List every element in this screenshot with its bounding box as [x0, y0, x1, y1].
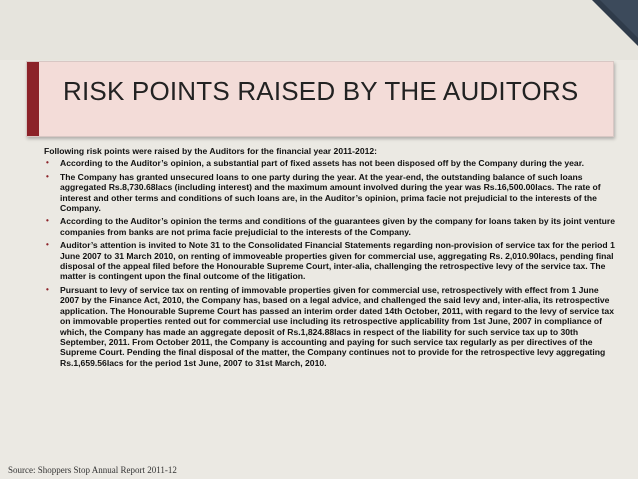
list-item	[44, 216, 616, 237]
title-accent-bar	[27, 62, 39, 136]
risk-point-text: Auditor’s attention is invited to Note 31 to the Consolidated Financial Statements regarding non-provision of service tax for the period 1 June 2007 to 31 March 2010, on renting of immoveable properties given for commercial use, aggregating Rs. 2,010.90lacs, pending final disposal of the appeal filed before the Honourable Supreme Court, inter-alia, challenging the retrospective levy of the service tax. The matter is contingent upon the final outcome of the litigation.	[60, 240, 615, 282]
bullet-icon: •	[46, 284, 49, 294]
bullet-icon: •	[46, 171, 49, 181]
source-caption: Source: Shoppers Stop Annual Report 2011-12	[8, 465, 177, 475]
risk-point-text: According to the Auditor’s opinion, a substantial part of fixed assets has not been disposed off by the Company during the year.	[60, 158, 584, 169]
slide-header-background	[0, 0, 638, 60]
corner-decoration-inner	[600, 0, 638, 38]
bullet-icon: •	[46, 240, 49, 250]
list-item	[44, 158, 616, 168]
risk-point-text: The Company has granted unsecured loans to one party during the year. At the year-end, the outstanding balance of such loans aggregated Rs.8,730.68lacs (including interest) and the maximum amount involved during the year was Rs.16,500.00lacs. The rate of interest and other terms and conditions of such loans are, in the Auditor’s opinion, prima facie not prejudicial to the interests of the Company.	[60, 171, 601, 214]
risk-points-list	[44, 158, 616, 368]
slide-title: RISK POINTS RAISED BY THE AUDITORS	[63, 76, 579, 106]
bullet-icon: •	[46, 158, 49, 168]
slide-content	[44, 146, 616, 371]
list-item	[44, 285, 616, 368]
intro-text: Following risk points were raised by the Auditors for the financial year 2011-2012:	[44, 146, 378, 156]
list-item	[44, 172, 616, 214]
risk-point-text: According to the Auditor’s opinion the terms and conditions of the guarantees given by the company for loans taken by its joint venture companies from banks are not prima facie prejudicial to the interests of the Company.	[60, 216, 615, 237]
risk-point-text: Pursuant to levy of service tax on renting of immovable properties given for commercial use, retrospectively with effect from 1 June 2007 by the Finance Act, 2010, the Company has, based on a legal advice, and challenged the said levy and, inter-alia, its retrospective application. The Honourable Supreme Court has passed an interim order dated 14th October, 2011, with regard to the levy of service tax on immovable properties rented out for commercial use including its retrospective applicability from 1st June, 2007 in compliance of which, the Company has made an aggregate deposit of Rs.1,824.88lacs in respect of the liability for such service tax up to 30th September, 2011. From October 2011, the Company is accounting and paying for such service tax regularly as per directives of the Supreme Court. Pending the final disposal of the matter, the Company continues not to provide for the retrospective levy aggregating Rs.1,659.56lacs for the period 1st June, 2007 to 31st March, 2010.	[60, 284, 614, 368]
bullet-icon: •	[46, 216, 49, 226]
title-box	[26, 61, 614, 137]
list-item	[44, 240, 616, 282]
